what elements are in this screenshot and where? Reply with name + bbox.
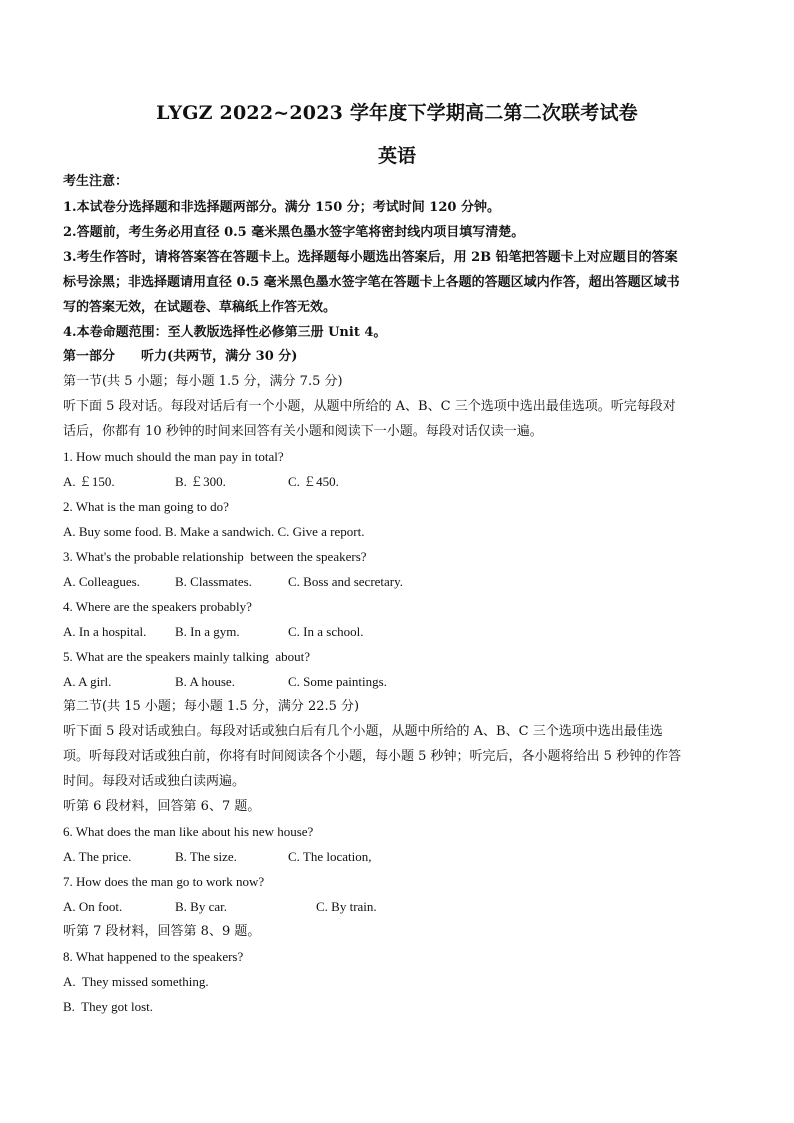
material-6-heading: 听第 6 段材料，回答第 6、7 题。 — [63, 799, 261, 814]
question-3-option-c: C. Boss and secretary. — [288, 574, 404, 589]
question-1: 1. How much should the man pay in total? — [63, 449, 284, 464]
question-1-option-a: A. ￡150. — [63, 474, 115, 489]
note-3-line-1: 3.考生作答时，请将答案答在答题卡上。选择题每小题选出答案后，用 2B 铅笔把答题卡上对应题目的答案 — [63, 250, 678, 265]
question-1-option-b: B. ￡300. — [175, 474, 226, 489]
section-2-instructions-1: 听下面 5 段对话或独白。每段对话或独白后有几个小题，从题中所给的 A、B、C 三个选项中选出最佳选 — [63, 724, 663, 739]
question-5-option-b: B. A house. — [175, 674, 235, 689]
question-3-option-a: A. Colleagues. — [63, 574, 140, 589]
material-7-heading: 听第 7 段材料，回答第 8、9 题。 — [63, 924, 261, 939]
question-7-option-c: C. By train. — [316, 899, 377, 914]
exam-title: LYGZ 2022~2023 学年度下学期高二第二次联考试卷 — [156, 102, 638, 124]
question-6-option-c: C. The location, — [288, 849, 372, 864]
section-1-instructions-2: 话后，你都有 10 秒钟的时间来回答有关小题和阅读下一小题。每段对话仅读一遍。 — [63, 424, 543, 439]
question-4: 4. Where are the speakers probably? — [63, 599, 252, 614]
question-7-option-a: A. On foot. — [63, 899, 123, 914]
question-8-option-a: A. They missed something. — [63, 974, 209, 989]
question-6: 6. What does the man like about his new house? — [63, 824, 314, 839]
question-6-option-b: B. The size. — [175, 849, 237, 864]
question-4-option-b: B. In a gym. — [175, 624, 240, 639]
question-7-option-b: B. By car. — [175, 899, 227, 914]
question-5-option-c: C. Some paintings. — [288, 674, 387, 689]
section-1-instructions-1: 听下面 5 段对话。每段对话后有一个小题，从题中所给的 A、B、C 三个选项中选出最佳选项。听完每段对 — [63, 399, 676, 414]
question-5: 5. What are the speakers mainly talking about? — [63, 649, 311, 664]
question-3-option-b: B. Classmates. — [175, 574, 252, 589]
question-7: 7. How does the man go to work now? — [63, 874, 265, 889]
note-3-line-2: 标号涂黑；非选择题请用直径 0.5 毫米黑色墨水签字笔在答题卡上各题的答题区域内作答，超出答题区域书 — [63, 275, 680, 290]
exam-subject: 英语 — [377, 145, 416, 167]
note-3-line-3: 写的答案无效，在试题卷、草稿纸上作答无效。 — [63, 300, 337, 315]
note-4: 4.本卷命题范围：至人教版选择性必修第三册 Unit 4。 — [63, 325, 387, 340]
question-2: 2. What is the man going to do? — [63, 499, 229, 514]
section-2-instructions-3: 时间。每段对话或独白读两遍。 — [63, 774, 246, 789]
section-1-heading: 第一节(共 5 小题；每小题 1.5 分，满分 7.5 分) — [63, 374, 343, 389]
section-2-instructions-2: 项。听每段对话或独白前，你将有时间阅读各个小题，每小题 5 秒钟；听完后，各小题将给出 5 秒钟的作答 — [63, 749, 682, 764]
question-3: 3. What's the probable relationship between the speakers? — [63, 549, 367, 564]
question-8: 8. What happened to the speakers? — [63, 949, 244, 964]
question-1-option-c: C. ￡450. — [288, 474, 339, 489]
note-2: 2.答题前，考生务必用直径 0.5 毫米黑色墨水签字笔将密封线内项目填写清楚。 — [63, 225, 525, 240]
note-1: 1.本试卷分选择题和非选择题两部分。满分 150 分；考试时间 120 分钟。 — [63, 200, 500, 215]
question-4-option-c: C. In a school. — [288, 624, 364, 639]
question-4-option-a: A. In a hospital. — [63, 624, 147, 639]
question-8-option-b: B. They got lost. — [63, 999, 154, 1014]
section-2-heading: 第二节(共 15 小题；每小题 1.5 分，满分 22.5 分) — [63, 699, 360, 714]
notes-heading: 考生注意： — [63, 174, 129, 189]
question-5-option-a: A. A girl. — [63, 674, 112, 689]
question-6-option-a: A. The price. — [63, 849, 132, 864]
part-1-heading: 第一部分 听力(共两节，满分 30 分) — [63, 349, 298, 364]
question-2-options: A. Buy some food. B. Make a sandwich. C. Give a report. — [63, 524, 365, 539]
